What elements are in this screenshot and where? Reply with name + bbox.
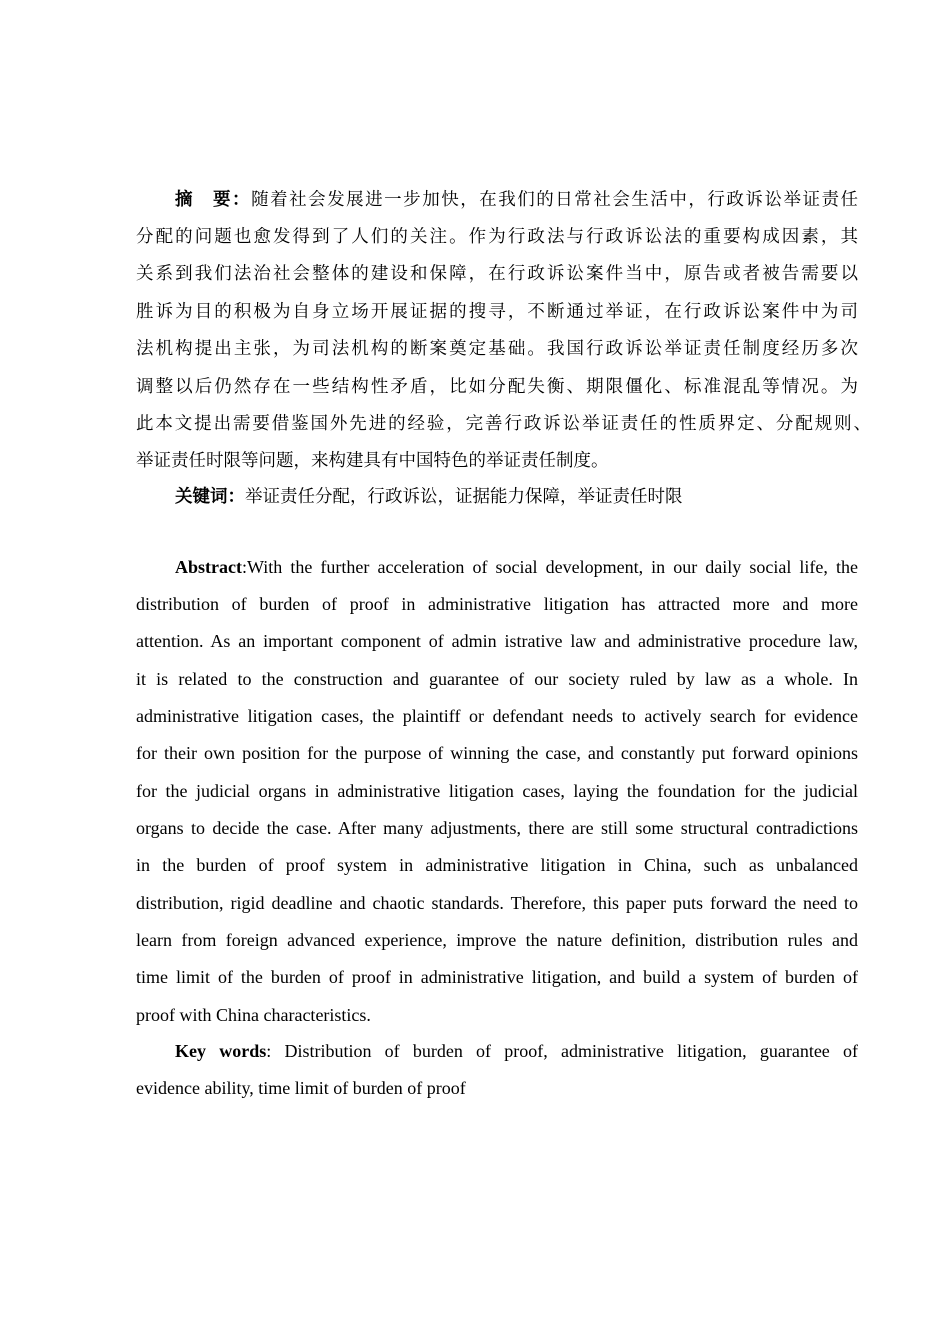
text-line: learn from foreign advanced experience, improve the nature definition, distribution rules and xyxy=(136,930,858,950)
separator: ： xyxy=(232,190,252,210)
text: Distribution of burden of proof, administrative litigation, guarantee of xyxy=(271,1041,858,1061)
text-line xyxy=(175,549,858,586)
abstract-label-en: Abstract xyxy=(175,557,242,577)
text-line: for the judicial organs in administrative litigation cases, laying the foundation for the judicial xyxy=(136,781,858,801)
text: With the further acceleration of social development, in our daily social life, the xyxy=(247,557,858,577)
text-line: administrative litigation cases, the plaintiff or defendant needs to actively search for evidence xyxy=(136,706,858,726)
text-line: evidence ability, time limit of burden of proof xyxy=(136,1078,466,1098)
abstract-label-zh: 摘 要 xyxy=(175,189,233,209)
text-line xyxy=(175,181,858,218)
text-line: in the burden of proof system in administrative litigation in China, such as unbalanced xyxy=(136,855,858,875)
text: 随着社会发展进一步加快，在我们的日常社会生活中，行政诉讼举证责任 xyxy=(251,190,859,210)
text-line: for their own position for the purpose of winning the case, and constantly put forward opinions xyxy=(136,743,858,763)
text-line: proof with China characteristics. xyxy=(136,1005,371,1025)
text-line: 分配的问题也愈发得到了人们的关注。作为行政法与行政诉讼法的重要构成因素，其 xyxy=(136,227,858,247)
text-line: 举证责任时限等问题，来构建具有中国特色的举证责任制度。 xyxy=(136,451,609,471)
text-line: 法机构提出主张，为司法机构的断案奠定基础。我国行政诉讼举证责任制度经历多次 xyxy=(136,339,858,359)
text-line xyxy=(175,1033,858,1070)
separator: : xyxy=(241,557,247,577)
text-line: attention. As an important component of admin istrative law and administrative procedure law, xyxy=(136,631,858,651)
keywords-label-zh: 关键词 xyxy=(175,486,228,506)
separator: : xyxy=(266,1041,272,1061)
text-line: distribution, rigid deadline and chaotic standards. Therefore, this paper puts forward the need to xyxy=(136,893,858,913)
text-line: 此本文提出需要借鉴国外先进的经验，完善行政诉讼举证责任的性质界定、分配规则、 xyxy=(136,414,871,434)
keywords-label-en: Key words xyxy=(175,1041,267,1061)
keywords-text: 举证责任分配，行政诉讼，证据能力保障，举证责任时限 xyxy=(245,487,683,507)
text-line: 关系到我们法治社会整体的建设和保障，在行政诉讼案件当中，原告或者被告需要以 xyxy=(136,264,858,284)
text-line: 胜诉为目的积极为自身立场开展证据的搜寻，不断通过举证，在行政诉讼案件中为司 xyxy=(136,302,858,322)
text-line: organs to decide the case. After many adjustments, there are still some structural contradictions xyxy=(136,818,858,838)
text-line: 调整以后仍然存在一些结构性矛盾，比如分配失衡、期限僵化、标准混乱等情况。为 xyxy=(136,377,858,397)
text-line: time limit of the burden of proof in administrative litigation, and build a system of burden of xyxy=(136,967,858,987)
text-line: it is related to the construction and guarantee of our society ruled by law as a whole. In xyxy=(136,669,858,689)
separator: ： xyxy=(227,487,245,507)
chinese-keywords xyxy=(175,478,858,515)
text-line: distribution of burden of proof in administrative litigation has attracted more and more xyxy=(136,594,858,614)
